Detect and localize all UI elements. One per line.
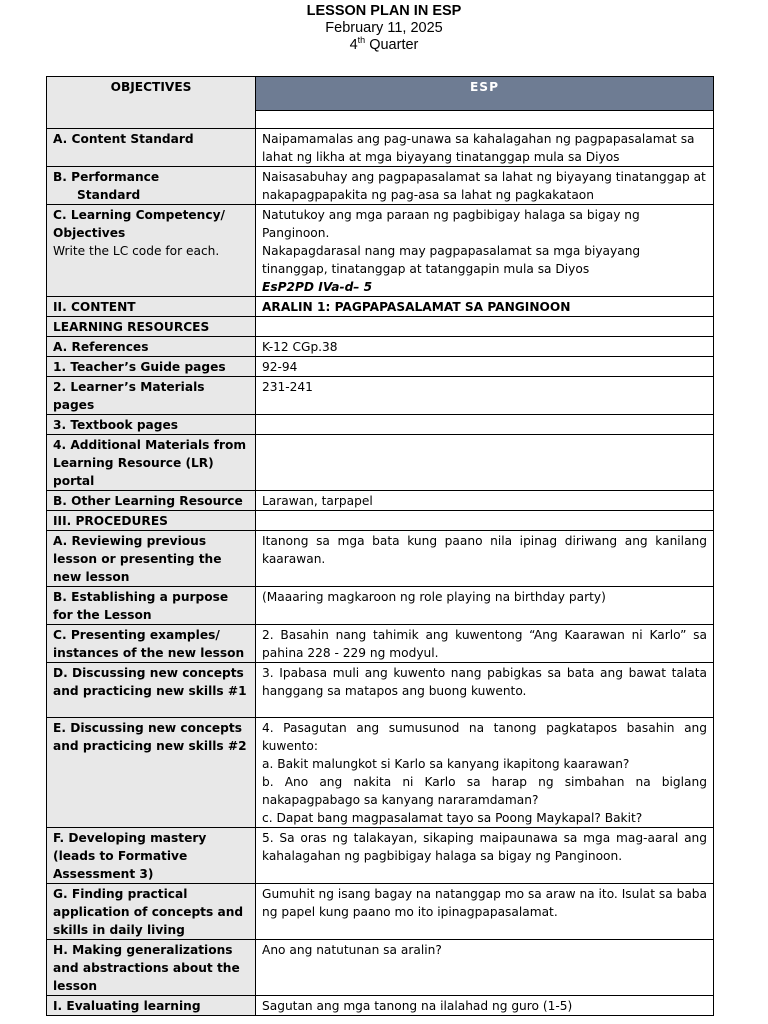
references-value: K-12 CGp.38 bbox=[256, 337, 714, 357]
establishing-purpose-label: B. Establishing a purpose for the Lesson bbox=[47, 587, 256, 625]
proc-e-question-b: b. Ano ang nakita ni Karlo sa harap ng simbahan na biglang nakapagpabago sa kanyang nararamdaman? bbox=[262, 775, 707, 807]
quarter-suffix: th bbox=[357, 35, 366, 46]
practical-application-label: G. Finding practical application of concepts and skills in daily living bbox=[47, 884, 256, 940]
performance-label-line2: Standard bbox=[77, 188, 141, 202]
learning-resources-blank bbox=[256, 317, 714, 337]
discussing-concepts-1-value: 3. Ipabasa muli ang kuwento nang pabigkas sa bata ang bawat talata hanggang sa matapos ang buong kuwento. bbox=[256, 663, 714, 718]
generalizations-label: H. Making generalizations and abstractions about the lesson bbox=[47, 940, 256, 996]
objectives-header: OBJECTIVES bbox=[47, 77, 256, 129]
other-resource-label: B. Other Learning Resource bbox=[47, 491, 256, 511]
generalizations-value: Ano ang natutunan sa aralin? bbox=[256, 940, 714, 996]
content-standard-label: A. Content Standard bbox=[47, 129, 256, 167]
performance-label-line1: B. Performance bbox=[53, 170, 160, 184]
teachers-guide-value: 92-94 bbox=[256, 357, 714, 377]
evaluating-learning-label: I. Evaluating learning bbox=[47, 996, 256, 1016]
developing-mastery-label: F. Developing mastery (leads to Formative Assessment 3) bbox=[47, 828, 256, 884]
discussing-concepts-1-label: D. Discussing new concepts and practicing new skills #1 bbox=[47, 663, 256, 718]
quarter-number: 4 bbox=[349, 37, 358, 53]
proc-e-intro: 4. Pasagutan ang sumusunod na tanong pagkatapos basahin ang kuwento: bbox=[262, 721, 707, 753]
other-resource-value: Larawan, tarpapel bbox=[256, 491, 714, 511]
discussing-concepts-2-value bbox=[256, 718, 714, 828]
lc-code: EsP2PD IVa-d– 5 bbox=[262, 280, 373, 294]
proc-e-question-a: a. Bakit malungkot si Karlo sa kanyang ikapitong kaarawan? bbox=[262, 757, 630, 771]
lesson-plan-table bbox=[46, 76, 714, 1016]
document-title: LESSON PLAN IN ESP bbox=[306, 3, 462, 19]
procedures-label: III. PROCEDURES bbox=[47, 511, 256, 531]
references-label: A. References bbox=[47, 337, 256, 357]
proc-e-question-c: c. Dapat bang magpasalamat tayo sa Poong Maykapal? Bakit? bbox=[262, 811, 643, 825]
learning-competency-label bbox=[47, 205, 256, 297]
document-date: February 11, 2025 bbox=[325, 20, 443, 36]
content-label: II. CONTENT bbox=[47, 297, 256, 317]
establishing-purpose-value: (Maaaring magkaroon ng role playing na birthday party) bbox=[256, 587, 714, 625]
performance-standard-value: Naisasabuhay ang pagpapasalamat sa lahat ng biyayang tinatanggap at nakapagpapakita ng pag-asa sa lahat ng pagkakataon bbox=[256, 167, 714, 205]
competency-1: Natutukoy ang mga paraan ng pagbibigay halaga sa bigay ng Panginoon. bbox=[262, 208, 640, 240]
learning-competency-value bbox=[256, 205, 714, 297]
subject-blank-cell bbox=[256, 111, 714, 129]
presenting-examples-value: 2. Basahin nang tahimik ang kuwentong “Ang Kaarawan ni Karlo” sa pahina 228 - 229 ng modyul. bbox=[256, 625, 714, 663]
competency-note: Write the LC code for each. bbox=[53, 244, 220, 258]
learning-resources-label: LEARNING RESOURCES bbox=[47, 317, 256, 337]
practical-application-value: Gumuhit ng isang bagay na natanggap mo sa araw na ito. Isulat sa baba ng papel kung paano mo ito ipinagpapasalamat. bbox=[256, 884, 714, 940]
reviewing-lesson-value: Itanong sa mga bata kung paano nila ipinag diriwang ang kanilang kaarawan. bbox=[256, 531, 714, 587]
content-value: ARALIN 1: PAGPAPASALAMAT SA PANGINOON bbox=[256, 297, 714, 317]
competency-label-text: C. Learning Competency/ Objectives bbox=[53, 208, 225, 240]
content-standard-value: Naipamamalas ang pag-unawa sa kahalagahan ng pagpapasalamat sa lahat ng likha at mga biyayang tinatanggap mula sa Diyos bbox=[256, 129, 714, 167]
additional-materials-value bbox=[256, 435, 714, 491]
textbook-value bbox=[256, 415, 714, 435]
reviewing-lesson-label: A. Reviewing previous lesson or presenting the new lesson bbox=[47, 531, 256, 587]
developing-mastery-value: 5. Sa oras ng talakayan, sikaping maipaunawa sa mga mag-aaral ang kahalagahan ng pagbibigay halaga sa bigay ng Panginoon. bbox=[256, 828, 714, 884]
procedures-blank bbox=[256, 511, 714, 531]
performance-standard-label bbox=[47, 167, 256, 205]
document-header bbox=[0, 2, 768, 54]
additional-materials-label: 4. Additional Materials from Learning Resource (LR) portal bbox=[47, 435, 256, 491]
learners-materials-value: 231-241 bbox=[256, 377, 714, 415]
learners-materials-label: 2. Learner’s Materials pages bbox=[47, 377, 256, 415]
textbook-label: 3. Textbook pages bbox=[47, 415, 256, 435]
quarter-word: Quarter bbox=[369, 37, 419, 53]
discussing-concepts-2-label: E. Discussing new concepts and practicing new skills #2 bbox=[47, 718, 256, 828]
competency-2: Nakapagdarasal nang may pagpapasalamat sa mga biyayang tinanggap, tinatanggap at tatanggapin mula sa Diyos bbox=[262, 244, 641, 276]
teachers-guide-label: 1. Teacher’s Guide pages bbox=[47, 357, 256, 377]
subject-header: ESP bbox=[256, 77, 714, 111]
document-quarter bbox=[0, 37, 768, 54]
presenting-examples-label: C. Presenting examples/ instances of the new lesson bbox=[47, 625, 256, 663]
evaluating-learning-value: Sagutan ang mga tanong na ilalahad ng guro (1-5) bbox=[256, 996, 714, 1016]
